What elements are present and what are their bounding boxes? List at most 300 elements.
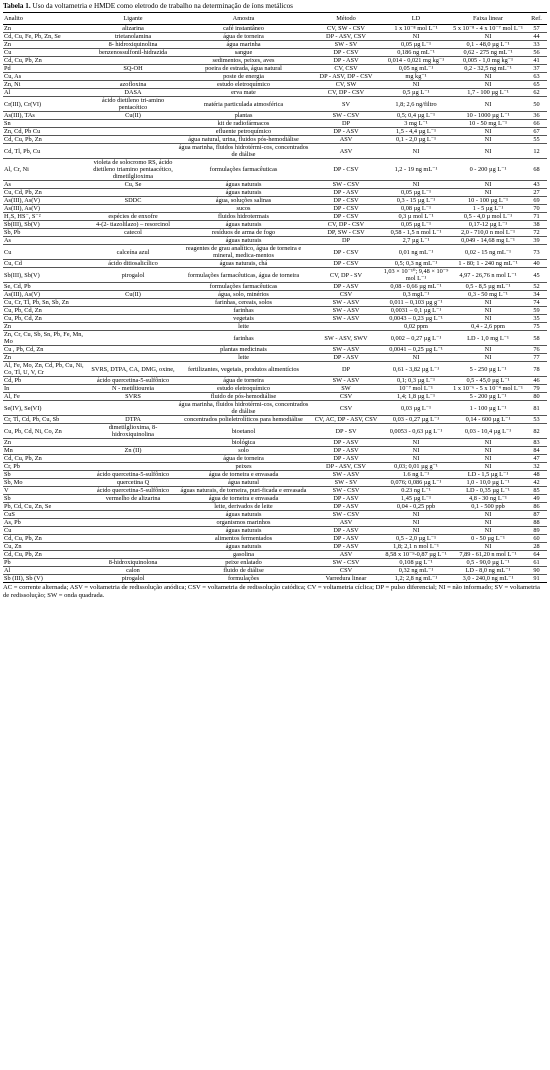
cell-analito: Pb, Cd, Cu, Zn, Se bbox=[3, 503, 89, 511]
cell-ligante: azofloxina bbox=[89, 81, 177, 89]
table-row bbox=[3, 221, 547, 229]
cell-faixa-linear: 5 - 250 µg L⁻¹ bbox=[450, 362, 526, 377]
cell-faixa-linear: 0,5 - 4,0 µ mol L⁻¹ bbox=[450, 213, 526, 221]
cell-analito: Cd, Tl, Pb, Cu bbox=[3, 144, 89, 159]
cell-ligante: SVRS, DTPA, CA, DMG, oxine, bbox=[89, 362, 177, 377]
cell-amostra: águas naturais bbox=[177, 221, 310, 229]
cell-ld: NI bbox=[382, 511, 450, 519]
cell-ref: 57 bbox=[526, 25, 547, 33]
cell-amostra: fluidos hidrotermais bbox=[177, 213, 310, 221]
cell-analito: Zn bbox=[3, 41, 89, 49]
cell-amostra: água natural bbox=[177, 479, 310, 487]
cell-metodo: SV bbox=[310, 97, 382, 112]
cell-analito: Cd, Pb bbox=[3, 377, 89, 385]
cell-ligante: dimetilglioxima, 8-hidroxiquinolina bbox=[89, 424, 177, 439]
cell-amostra: água de torneira bbox=[177, 455, 310, 463]
cell-metodo: CSV bbox=[310, 401, 382, 416]
cell-faixa-linear: 0 - 50 µg L⁻¹ bbox=[450, 535, 526, 543]
cell-ligante bbox=[89, 283, 177, 291]
cell-ld: 0,5; 0,3 ng mL⁻¹ bbox=[382, 260, 450, 268]
cell-ld: 0,3 µ mol L⁻¹ bbox=[382, 213, 450, 221]
table-row bbox=[3, 237, 547, 245]
cell-ref: 73 bbox=[526, 245, 547, 260]
cell-analito: Pd bbox=[3, 65, 89, 73]
cell-ligante bbox=[89, 551, 177, 559]
cell-metodo: CV, SW - CSV bbox=[310, 25, 382, 33]
table-row bbox=[3, 128, 547, 136]
cell-analito: As bbox=[3, 181, 89, 189]
cell-faixa-linear: NI bbox=[450, 447, 526, 455]
cell-ligante: 4-(2- tiazolilazo) – resorcinol bbox=[89, 221, 177, 229]
cell-ld: 1,8; 2,1 n mol L⁻¹ bbox=[382, 543, 450, 551]
cell-ref: 36 bbox=[526, 112, 547, 120]
cell-faixa-linear: 0,4 - 2,6 ppm bbox=[450, 323, 526, 331]
cell-amostra: águas naturais bbox=[177, 543, 310, 551]
table-body bbox=[3, 25, 547, 583]
cell-ld: 0,03 - 0,27 µg L⁻¹ bbox=[382, 416, 450, 424]
cell-amostra: kit de radiofármacos bbox=[177, 120, 310, 128]
cell-ligante: vermelho de alizarina bbox=[89, 495, 177, 503]
cell-ld: 1.6 ng L⁻¹ bbox=[382, 471, 450, 479]
cell-faixa-linear: 1 - 100 µg L⁻¹ bbox=[450, 401, 526, 416]
cell-faixa-linear: 4,97 - 26,76 n mol L⁻¹ bbox=[450, 268, 526, 283]
cell-ligante: pirogalol bbox=[89, 268, 177, 283]
cell-amostra: água natural, urina, fluidos pós-hemodiálise bbox=[177, 136, 310, 144]
cell-ligante: ácido dietileno tri-amino pentacético bbox=[89, 97, 177, 112]
cell-ref: 76 bbox=[526, 346, 547, 354]
cell-analito: CuS bbox=[3, 511, 89, 519]
cell-analito: Cd, Cu, Pb, Zn bbox=[3, 136, 89, 144]
cell-ld: 0,002 – 0,27 µg L⁻¹ bbox=[382, 331, 450, 346]
table-row bbox=[3, 575, 547, 583]
table-row bbox=[3, 315, 547, 323]
cell-ligante bbox=[89, 120, 177, 128]
cell-analito: As, Pb bbox=[3, 519, 89, 527]
cell-amostra: águas naturais bbox=[177, 189, 310, 197]
cell-analito: Cu bbox=[3, 245, 89, 260]
cell-ld: NI bbox=[382, 81, 450, 89]
cell-ref: 39 bbox=[526, 237, 547, 245]
cell-ligante: quercetina Q bbox=[89, 479, 177, 487]
cell-analito: Al bbox=[3, 89, 89, 97]
cell-amostra: resíduos de arma de fogo bbox=[177, 229, 310, 237]
cell-amostra: farinhas, cereais, solos bbox=[177, 299, 310, 307]
cell-ligante bbox=[89, 136, 177, 144]
cell-metodo: DP - CSV bbox=[310, 213, 382, 221]
cell-amostra: águas naturais, de torneira, puri-ficada e envasada bbox=[177, 487, 310, 495]
table-row bbox=[3, 49, 547, 57]
cell-analito: Cu, Zn bbox=[3, 543, 89, 551]
cell-analito: Cu, Cd bbox=[3, 260, 89, 268]
cell-analito: Sb(III), Sb(V) bbox=[3, 268, 89, 283]
cell-ref: 64 bbox=[526, 551, 547, 559]
cell-ligante: calon bbox=[89, 567, 177, 575]
cell-amostra: vegetais bbox=[177, 315, 310, 323]
cell-analito: Mn bbox=[3, 447, 89, 455]
header-amostra: Amostra bbox=[177, 13, 310, 25]
cell-faixa-linear: 0,02 - 15 ng mL⁻¹ bbox=[450, 245, 526, 260]
cell-metodo: DP bbox=[310, 120, 382, 128]
cell-ligante bbox=[89, 354, 177, 362]
cell-ld: 0,0053 - 0,63 µg L⁻¹ bbox=[382, 424, 450, 439]
cell-ld: 0,5; 0,4 µg L⁻¹ bbox=[382, 112, 450, 120]
cell-ligante: DTPA bbox=[89, 416, 177, 424]
cell-amostra: água de torneira e envasada bbox=[177, 471, 310, 479]
cell-analito: Al, Fe bbox=[3, 393, 89, 401]
table-row bbox=[3, 57, 547, 65]
cell-metodo: CSV bbox=[310, 567, 382, 575]
cell-analito: Cd, Cu, Pb, Zn bbox=[3, 535, 89, 543]
cell-amostra: plantas medicinais bbox=[177, 346, 310, 354]
table-row bbox=[3, 487, 547, 495]
cell-ligante bbox=[89, 503, 177, 511]
cell-amostra: água de torneira bbox=[177, 33, 310, 41]
cell-faixa-linear: 1,7 - 100 µg L⁻¹ bbox=[450, 89, 526, 97]
cell-ref: 49 bbox=[526, 495, 547, 503]
cell-ld: 0,61 - 3,82 µg L⁻¹ bbox=[382, 362, 450, 377]
cell-ref: 83 bbox=[526, 439, 547, 447]
table-row bbox=[3, 307, 547, 315]
cell-metodo: DP - ASV bbox=[310, 503, 382, 511]
cell-faixa-linear: 5 - 200 µg L⁻¹ bbox=[450, 393, 526, 401]
cell-amostra: peixes bbox=[177, 463, 310, 471]
cell-metodo: DP - CSV bbox=[310, 197, 382, 205]
cell-metodo: SW - ASV bbox=[310, 315, 382, 323]
cell-analito: Cu bbox=[3, 527, 89, 535]
cell-faixa-linear: NI bbox=[450, 346, 526, 354]
cell-amostra: água, solo, minérios bbox=[177, 291, 310, 299]
metal-ions-table bbox=[3, 12, 547, 583]
cell-faixa-linear: NI bbox=[450, 455, 526, 463]
table-row bbox=[3, 511, 547, 519]
cell-amostra: fluido de pós-hemodiálise bbox=[177, 393, 310, 401]
cell-metodo: DP - ASV bbox=[310, 447, 382, 455]
cell-ref: 69 bbox=[526, 197, 547, 205]
cell-amostra: reagentes de grau analítico, água de torneira e mineral, medica-mentos bbox=[177, 245, 310, 260]
cell-faixa-linear: 0,1 - 48,0 µg L⁻¹ bbox=[450, 41, 526, 49]
cell-ld: 0,05 µg L⁻¹ bbox=[382, 41, 450, 49]
cell-faixa-linear: 0,2 - 32,5 ng mL⁻¹ bbox=[450, 65, 526, 73]
table-row bbox=[3, 527, 547, 535]
cell-faixa-linear: NI bbox=[450, 315, 526, 323]
cell-ref: 86 bbox=[526, 503, 547, 511]
table-row bbox=[3, 112, 547, 120]
cell-ref: 85 bbox=[526, 487, 547, 495]
cell-ld: NI bbox=[382, 181, 450, 189]
cell-metodo: DP - ASV bbox=[310, 57, 382, 65]
cell-ligante: ácido quercetina-5-sulfônico bbox=[89, 487, 177, 495]
cell-metodo: SW - CSV bbox=[310, 511, 382, 519]
document-page bbox=[3, 2, 547, 600]
cell-faixa-linear: 0,5 - 90,0 µg L⁻¹ bbox=[450, 559, 526, 567]
cell-analito: Al, Cr, Ni bbox=[3, 159, 89, 181]
cell-ref: 58 bbox=[526, 331, 547, 346]
cell-ld: 8,58 x 10⁻⁹-0,87 µg L⁻¹ bbox=[382, 551, 450, 559]
cell-ld: 10⁻⁷ mol L⁻¹ bbox=[382, 385, 450, 393]
cell-ligante: Zn (II) bbox=[89, 447, 177, 455]
cell-ld: 1,8; 2,6 ng/filtro bbox=[382, 97, 450, 112]
cell-ld: 0,05 ng mL⁻¹ bbox=[382, 65, 450, 73]
table-row bbox=[3, 471, 547, 479]
table-row bbox=[3, 551, 547, 559]
cell-ligante bbox=[89, 346, 177, 354]
cell-faixa-linear: LD - 1,0 mg L⁻¹ bbox=[450, 331, 526, 346]
cell-faixa-linear: 0,14 - 600 µg L⁻¹ bbox=[450, 416, 526, 424]
cell-metodo: DP - CSV bbox=[310, 245, 382, 260]
table-row bbox=[3, 401, 547, 416]
cell-metodo: DP - ASV, CSV bbox=[310, 463, 382, 471]
cell-ligante: N - metiltioureia bbox=[89, 385, 177, 393]
cell-metodo: DP - ASV bbox=[310, 527, 382, 535]
cell-ligante: calceína azul bbox=[89, 245, 177, 260]
caption-text: Uso da voltametria e HMDE como eletrodo de trabalho na determinação de íons metálicos bbox=[32, 2, 293, 10]
cell-ref: 60 bbox=[526, 535, 547, 543]
cell-faixa-linear: 3,0 - 240,0 ng mL⁻¹ bbox=[450, 575, 526, 583]
cell-analito: Sb, Mo bbox=[3, 479, 89, 487]
cell-analito: Cu bbox=[3, 49, 89, 57]
cell-analito: Cr, Tl, Cd, Pb, Cu, Sb bbox=[3, 416, 89, 424]
cell-faixa-linear: NI bbox=[450, 181, 526, 189]
cell-ref: 32 bbox=[526, 463, 547, 471]
cell-faixa-linear: NI bbox=[450, 354, 526, 362]
cell-ref: 45 bbox=[526, 268, 547, 283]
table-row bbox=[3, 354, 547, 362]
cell-analito: As(III), As(V) bbox=[3, 197, 89, 205]
cell-ld: 1 x 10⁻⁸ mol L⁻¹ bbox=[382, 25, 450, 33]
cell-metodo: SW - ASV, SWV bbox=[310, 331, 382, 346]
header-metodo: Método bbox=[310, 13, 382, 25]
cell-analito: Zn bbox=[3, 323, 89, 331]
cell-faixa-linear: NI bbox=[450, 307, 526, 315]
cell-ligante: SVRS bbox=[89, 393, 177, 401]
table-row bbox=[3, 455, 547, 463]
cell-faixa-linear: NI bbox=[450, 97, 526, 112]
cell-faixa-linear: 1,0 - 10,0 µg L⁻¹ bbox=[450, 479, 526, 487]
cell-ref: 72 bbox=[526, 229, 547, 237]
cell-metodo bbox=[310, 323, 382, 331]
cell-faixa-linear: 1 - 5 µg L⁻¹ bbox=[450, 205, 526, 213]
cell-faixa-linear: 4,8 - 30 ng L⁻¹ bbox=[450, 495, 526, 503]
cell-ligante bbox=[89, 299, 177, 307]
cell-ligante: ácido ditiosalicílico bbox=[89, 260, 177, 268]
cell-faixa-linear: NI bbox=[450, 511, 526, 519]
cell-faixa-linear: 0,005 - 1,0 mg kg⁻¹ bbox=[450, 57, 526, 65]
cell-ld: 3 mg L⁻¹ bbox=[382, 120, 450, 128]
cell-analito: Cd, Cu, Pb, Zn bbox=[3, 551, 89, 559]
cell-ref: 42 bbox=[526, 479, 547, 487]
cell-amostra: águas naturais bbox=[177, 181, 310, 189]
cell-ld: 0,08 µg L⁻¹ bbox=[382, 205, 450, 213]
cell-ld: 0,3 - 15 µg L⁻¹ bbox=[382, 197, 450, 205]
cell-analito: Zn bbox=[3, 25, 89, 33]
cell-metodo: SW - ASV bbox=[310, 299, 382, 307]
cell-ref: 40 bbox=[526, 260, 547, 268]
cell-ld: 0,32 ng mL⁻¹ bbox=[382, 567, 450, 575]
cell-metodo: DP - CSV bbox=[310, 159, 382, 181]
cell-amostra: formulações farmacêuticas bbox=[177, 283, 310, 291]
table-row bbox=[3, 331, 547, 346]
cell-analito: V bbox=[3, 487, 89, 495]
table-row bbox=[3, 89, 547, 97]
table-row bbox=[3, 33, 547, 41]
cell-ref: 91 bbox=[526, 575, 547, 583]
cell-ld: 0,05 µg L⁻¹ bbox=[382, 189, 450, 197]
cell-ligante bbox=[89, 401, 177, 416]
cell-metodo: SW bbox=[310, 385, 382, 393]
cell-ligante: catecol bbox=[89, 229, 177, 237]
cell-ref: 27 bbox=[526, 189, 547, 197]
cell-ligante: ácido quercetina-5-sulfônico bbox=[89, 377, 177, 385]
cell-ref: 44 bbox=[526, 33, 547, 41]
cell-amostra: leite bbox=[177, 354, 310, 362]
cell-ligante bbox=[89, 463, 177, 471]
cell-metodo: SW - ASV bbox=[310, 307, 382, 315]
cell-ld: NI bbox=[382, 439, 450, 447]
table-row bbox=[3, 479, 547, 487]
cell-ld: 0,58 - 1,5 n mol L⁻¹ bbox=[382, 229, 450, 237]
cell-metodo: DP - CSV bbox=[310, 260, 382, 268]
cell-ligante: Cu(II) bbox=[89, 112, 177, 120]
cell-faixa-linear: 2,0 - 710,0 n mol L⁻¹ bbox=[450, 229, 526, 237]
cell-analito: Cd, Cu, Fe, Pb, Zn, Se bbox=[3, 33, 89, 41]
cell-metodo: DP - ASV bbox=[310, 283, 382, 291]
cell-ligante: 8- hidroxiquinolina bbox=[89, 41, 177, 49]
table-row bbox=[3, 543, 547, 551]
cell-ligante: Cu(II) bbox=[89, 291, 177, 299]
cell-ligante: espécies de enxofre bbox=[89, 213, 177, 221]
cell-analito: Al bbox=[3, 567, 89, 575]
cell-metodo: DP - ASV bbox=[310, 455, 382, 463]
cell-metodo: Varredura linear bbox=[310, 575, 382, 583]
cell-ld: NI bbox=[382, 447, 450, 455]
cell-faixa-linear: 0,17-12 µg L⁻¹ bbox=[450, 221, 526, 229]
cell-faixa-linear: 0,1 - 500 ppb bbox=[450, 503, 526, 511]
cell-analito: Cu, As bbox=[3, 73, 89, 81]
cell-ld: 0,1 - 2,0 µg L⁻¹ bbox=[382, 136, 450, 144]
cell-amostra: água marinha, fluidos hidrotérmi-cos, concentrados de diálise bbox=[178, 144, 309, 158]
cell-ligante bbox=[89, 455, 177, 463]
cell-analito: Cu, Cr, Tl, Pb, Sn, Sb, Zn bbox=[3, 299, 89, 307]
cell-faixa-linear: NI bbox=[450, 463, 526, 471]
cell-faixa-linear: NI bbox=[450, 189, 526, 197]
cell-ld: 0,5 - 2,0 µg L⁻¹ bbox=[382, 535, 450, 543]
table-row bbox=[3, 567, 547, 575]
cell-analito: As(III), As(V) bbox=[3, 205, 89, 213]
cell-ref: 90 bbox=[526, 567, 547, 575]
cell-amostra: estudo eletroquímico bbox=[177, 81, 310, 89]
table-row bbox=[3, 245, 547, 260]
cell-ref: 89 bbox=[526, 527, 547, 535]
cell-amostra: água marinha, fluidos hidrotérmi-cos, concentrados de diálise bbox=[178, 401, 309, 415]
cell-amostra: águas naturais bbox=[177, 237, 310, 245]
cell-metodo: DP - ASV bbox=[310, 439, 382, 447]
cell-amostra: água marinha bbox=[177, 41, 310, 49]
cell-ref: 82 bbox=[526, 424, 547, 439]
cell-metodo: DP - ASV bbox=[310, 543, 382, 551]
cell-metodo: CV, DP - CSV bbox=[310, 89, 382, 97]
table-row bbox=[3, 323, 547, 331]
table-row bbox=[3, 503, 547, 511]
cell-ld: 1,2 - 19 ng mL⁻¹ bbox=[382, 159, 450, 181]
cell-ligante: SQ-OH bbox=[89, 65, 177, 73]
table-row bbox=[3, 291, 547, 299]
cell-ref: 46 bbox=[526, 377, 547, 385]
cell-ref: 71 bbox=[526, 213, 547, 221]
cell-analito: Cu, Pb, Cd, Zn bbox=[3, 315, 89, 323]
cell-amostra: gasolina bbox=[177, 551, 310, 559]
cell-faixa-linear: LD - 1,5 µg L⁻¹ bbox=[450, 471, 526, 479]
cell-ref: 70 bbox=[526, 205, 547, 213]
cell-ld: NI bbox=[382, 33, 450, 41]
cell-analito: As(III), As(V) bbox=[3, 291, 89, 299]
cell-ref: 59 bbox=[526, 307, 547, 315]
cell-ld: 0,014 - 0,021 mg kg⁻¹ bbox=[382, 57, 450, 65]
cell-amostra: bioetanol bbox=[177, 424, 310, 439]
cell-metodo: SW - ASV bbox=[310, 377, 382, 385]
cell-ref: 43 bbox=[526, 181, 547, 189]
cell-ld: 0,108 µg L⁻¹ bbox=[382, 559, 450, 567]
cell-faixa-linear: LD - 8,0 ng mL⁻¹ bbox=[450, 567, 526, 575]
cell-ref: 56 bbox=[526, 49, 547, 57]
cell-ligante bbox=[89, 307, 177, 315]
cell-metodo: CSV bbox=[310, 291, 382, 299]
cell-ref: 35 bbox=[526, 315, 547, 323]
table-row bbox=[3, 346, 547, 354]
cell-ref: 81 bbox=[526, 401, 547, 416]
cell-ligante: trietanolamina bbox=[89, 33, 177, 41]
cell-faixa-linear: 10 - 50 mg L⁻¹ bbox=[450, 120, 526, 128]
cell-amostra: estudo eletroquímico bbox=[177, 385, 310, 393]
cell-faixa-linear: NI bbox=[450, 527, 526, 535]
cell-ref: 41 bbox=[526, 57, 547, 65]
table-row bbox=[3, 120, 547, 128]
cell-ref: 33 bbox=[526, 41, 547, 49]
table-row bbox=[3, 97, 547, 112]
cell-ld: 1,4; 1,8 µg L⁻¹ bbox=[382, 393, 450, 401]
cell-analito: Zn bbox=[3, 439, 89, 447]
cell-amostra: leite bbox=[177, 323, 310, 331]
table-row bbox=[3, 447, 547, 455]
cell-analito: As bbox=[3, 237, 89, 245]
caption-label: Tabela 1. bbox=[3, 2, 31, 10]
cell-ref: 66 bbox=[526, 120, 547, 128]
cell-amostra: formulações farmacêuticas, água de torneira bbox=[177, 268, 310, 283]
cell-amostra: poste de energia bbox=[177, 73, 310, 81]
cell-amostra: água de torneira bbox=[177, 377, 310, 385]
cell-amostra: concentrados polieletrolíticos para hemodiálise bbox=[177, 416, 310, 424]
table-row bbox=[3, 283, 547, 291]
table-row bbox=[3, 393, 547, 401]
cell-ld: 1,5 - 4,4 µg L⁻¹ bbox=[382, 128, 450, 136]
cell-analito: Cd, Cu, Pb, Zn bbox=[3, 455, 89, 463]
cell-ligante bbox=[89, 527, 177, 535]
cell-ligante bbox=[89, 57, 177, 65]
table-row bbox=[3, 385, 547, 393]
cell-ligante bbox=[89, 128, 177, 136]
cell-ref: 48 bbox=[526, 471, 547, 479]
cell-ref: 28 bbox=[526, 543, 547, 551]
table-row bbox=[3, 81, 547, 89]
table-row bbox=[3, 416, 547, 424]
cell-faixa-linear: LD - 0,35 µg L⁻¹ bbox=[450, 487, 526, 495]
cell-ref: 62 bbox=[526, 89, 547, 97]
cell-ld: 1,45 µg L⁻¹ bbox=[382, 495, 450, 503]
cell-amostra: formulações farmacêuticas bbox=[177, 159, 310, 181]
cell-amostra: poeira de estrada, água natural bbox=[177, 65, 310, 73]
cell-metodo: DP - ASV bbox=[310, 354, 382, 362]
cell-analito: In bbox=[3, 385, 89, 393]
cell-amostra: solo bbox=[177, 447, 310, 455]
